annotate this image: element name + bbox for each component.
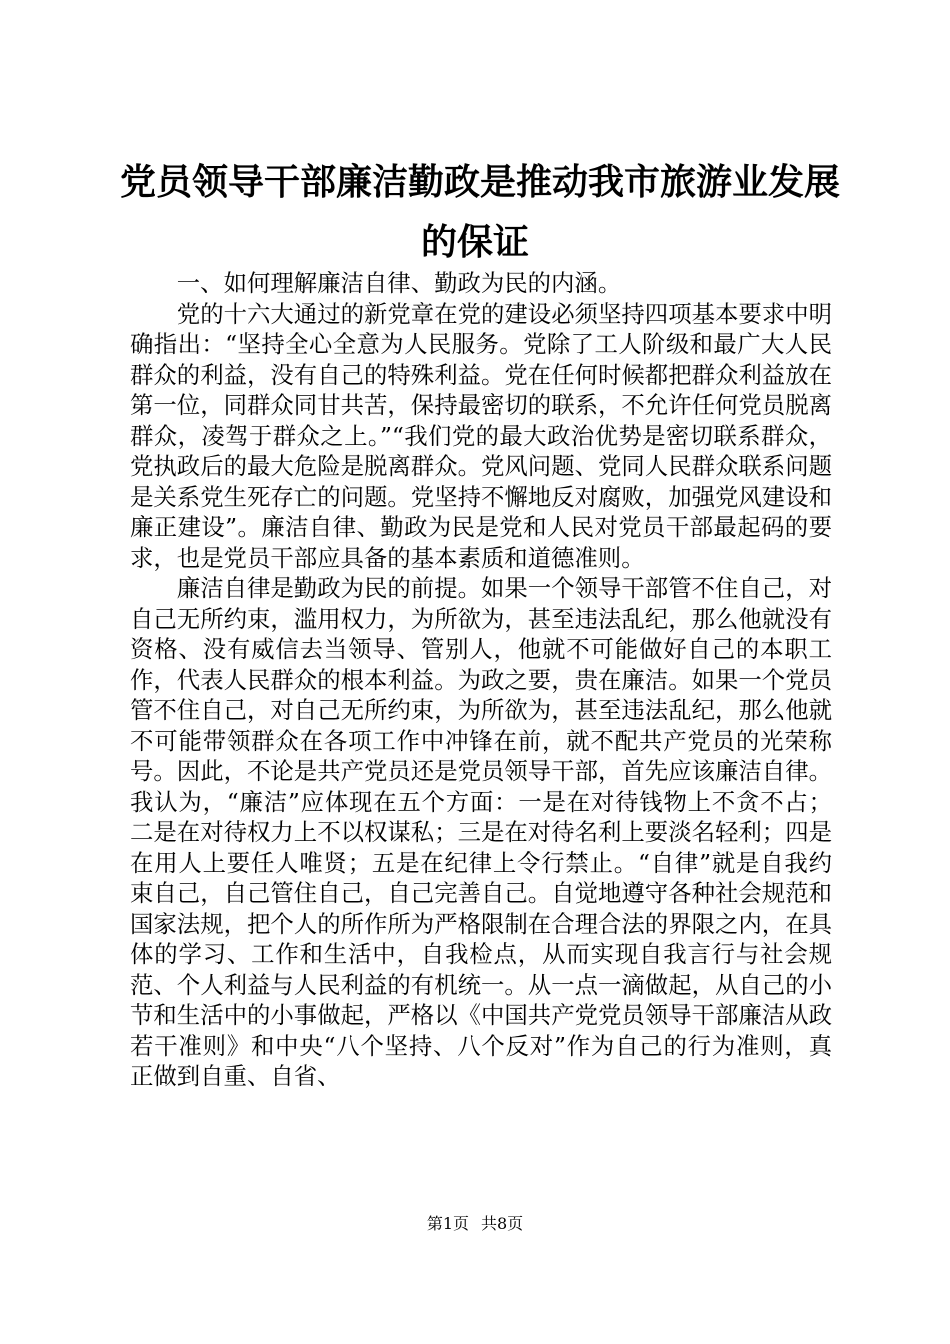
page-footer [0, 1214, 950, 1234]
section-heading: 一、如何理解廉洁自律、勤政为民的内涵。 [176, 269, 622, 297]
document-body [130, 268, 832, 1092]
page-number-current: 第1页 [426, 1214, 469, 1233]
document-title-line-2: 的保证 [420, 221, 529, 263]
body-paragraph: 党的十六大通过的新党章在党的建设必须坚持四项基本要求中明确指出：“坚持全心全意为人民服务。党除了工人阶级和最广大人民群众的利益，没有自己的特殊利益。党在任何时候都把群众利益放在第一位，同群众同甘共苦，保持最密切的联系，不允许任何党员脱离群众，凌驾于群众之上。”“我们党的最大政治优势是密切联系群众，党执政后的最大危险是脱离群众。党风问题、党同人民群众联系问题是关系党生死存亡的问题。党坚持不懈地反对腐败，加强党风建设和廉正建设”。廉洁自律、勤政为民是党和人民对党员干部最起码的要求，也是党员干部应具备的基本素质和道德准则。 [130, 299, 832, 572]
body-paragraph: 廉洁自律是勤政为民的前提。如果一个领导干部管不住自己，对自己无所约束，滥用权力，为所欲为，甚至违法乱纪，那么他就没有资格、没有威信去当领导、管别人，他就不可能做好自己的本职工作，代表人民群众的根本利益。为政之要，贵在廉洁。如果一个党员管不住自己，对自己无所约束，为所欲为，甚至违法乱纪，那么他就不可能带领群众在各项工作中冲锋在前，就不配共产党员的光荣称号。因此，不论是共产党员还是党员领导干部，首先应该廉洁自律。我认为，“廉洁”应体现在五个方面：一是在对待钱物上不贪不占；二是在对待权力上不以权谋私；三是在对待名利上要淡名轻利；四是在用人上要任人唯贤；五是在纪律上令行禁止。“自律”就是自我约束自己，自己管住自己，自己完善自己。自觉地遵守各种社会规范和国家法规，把个人的所作所为严格限制在合理合法的界限之内，在具体的学习、工作和生活中，自我检点，从而实现自我言行与社会规范、个人利益与人民利益的有机统一。从一点一滴做起，从自己的小节和生活中的小事做起，严格以《中国共产党党员领导干部廉洁从政若干准则》和中央“八个坚持、八个反对”作为自己的行为准则，真正做到自重、自省、 [130, 574, 832, 1090]
document-title-line-1: 党员领导干部廉洁勤政是推动我市旅游业发展 [120, 161, 841, 203]
page-number-total: 共8页 [481, 1214, 524, 1233]
